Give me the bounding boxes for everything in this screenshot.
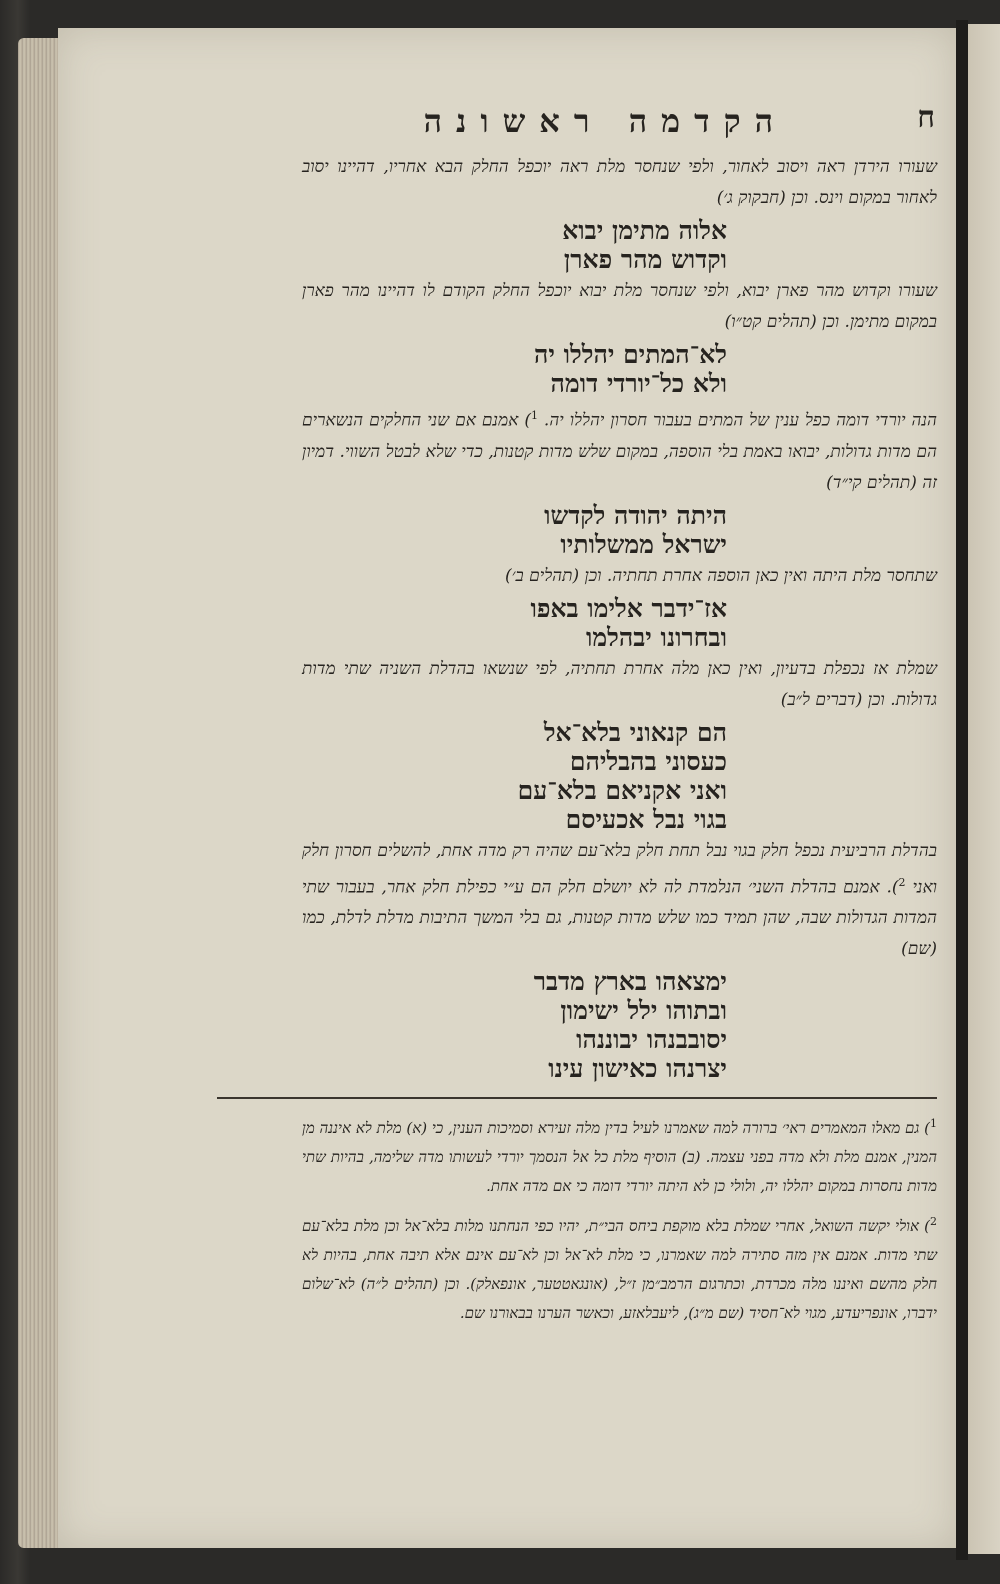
verse-line: יסובבנהו יבוננהו — [576, 1025, 727, 1055]
footnote: $^1$) גם מאלו המאמרים ראי׳ ברורה למה שאמרנו לעיל בדין מלה זעירא וסמיכות הענין, כי (א) מלת לא איננה מן המנין, אמנם מלת ולא מדה בפני עצמה. (ב) הוסיף מלת כל אל הנסמך יורדי לעשותו מדה שלימה, בהיות שתי מדות נחסרות במקום יהללו יה, ולולי כן לא היתה יורדי דומה כי אם מדה אחת. — [302, 1117, 937, 1196]
verse-block — [302, 718, 937, 834]
footnote: $^2$) אולי יקשה השואל, אחרי שמלת בלא מוקפת ביחס הבי״ת, יהיו כפי הנחתנו מלות בלא־אל וכן מלת בלא־עם שתי מדות. אמנם אין מזה סתירה למה שאמרנו, כי מלת לא־אל וכן לא־עם אינם אלא תיבה אחת, בהיות לא חלק מהשם ואיננו מלה מכרדת, וכתרגום הרמב״מן ז״ל, (אונגאטטער, אונפאלק). וכן (תהלים ל״ה) לא־שלום ידברו, אונפריעדע, מגוי לא־חסיד (שם מ״ג), ליעבלאזע, וכאשר הערנו בבאורנו שם. — [302, 1215, 937, 1323]
verse-line: ואני אקניאם בלא־עם — [517, 775, 727, 805]
verse-line: וקדוש מהר פארן — [563, 245, 727, 274]
verse-line: הם קנאוני בלא־אל — [543, 717, 727, 747]
footnote-marker: 1 — [930, 1117, 937, 1131]
verse-line: כעסוני בהבליהם — [569, 746, 727, 776]
prose-text: בהדלת הרביעית נכפל חלק בגוי נבל תחת חלק בלא־עם שהיה רק מדה אחת, להשלים חסרון חלק ואני — [302, 840, 938, 898]
footnote-marker: 2 — [930, 1215, 937, 1229]
verse-block — [302, 216, 937, 274]
footnote-marker: 1 — [530, 409, 538, 422]
prose-paragraph: שעורו וקדוש מהר פארן יבוא, ולפי שנחסר מלת יבוא יוכפל החלק הקודם לו דהיינו מהר פארן במקום מתימן. וכן (תהלים קט״ו) — [302, 281, 937, 332]
prose-paragraph: בהדלת הרביעית נכפל חלק בגוי נבל תחת חלק בלא־עם שהיה רק מדה אחת, להשלים חסרון חלק ואני $^2$). אמנם בהדלת השני׳ הנלמדת לה לא יושלם חלק הם ע״י כפילת חלק אחר, בעבור שתי המדות הגדולות שבה, שהן תמיד כמו שלש מדות קטנות, גם בלי המשך התיבות מדלת לדלת, כמו (שם) — [302, 840, 938, 960]
verse-line: אלוה מתימן יבוא — [562, 216, 727, 245]
prose-paragraph: הנה יורדי דומה כפל ענין של המתים בעבור חסרון יהללו יה. $^1$) אמנם אם שני החלקים הנשארים הם מדות גדולות, יבואו באמת בלי הוספה, במקום שלש מדות קטנות, כדי שלא לבטל השווי. דמיון זה (תהלים קי״ד) — [302, 409, 938, 493]
running-title: הקדמה ראשונה — [423, 102, 787, 140]
footnote-text: אולי יקשה השואל, אחרי שמלת בלא מוקפת ביחס הבי״ת, יהיו כפי הנחתנו מלות בלא־אל וכן מלת בלא־עם שתי מדות. אמנם אין מזה סתירה למה שאמרנו, כי מלת לא־אל וכן לא־עם אינם אלא תיבה אחת, בהיות לא חלק מהשם ואיננו מלה מכרדת, וכתרגום הרמב״מן ז״ל, (אונגאטטער, אונפאלק). וכן (תהלים ל״ה) לא־שלום ידברו, אונפריעדע, מגוי לא־חסיד (שם מ״ג), ליעבלאזע, וכאשר הערנו בבאורנו שם. — [302, 1217, 937, 1323]
verse-line: בגוי נבל אכעיסם — [565, 804, 727, 834]
verse-line: היתה יהודה לקדשו — [544, 500, 727, 530]
verse-line: לא־המתים יהללו יה — [534, 340, 727, 369]
prose-paragraph: שמלת אז נכפלת בדעיון, ואין כאן מלה אחרת תחתיה, לפי שנשאו בהדלת השניה שתי מדות גדולות. וכן (דברים ל״ב) — [302, 658, 937, 710]
footnote-text: גם מאלו המאמרים ראי׳ ברורה למה שאמרנו לעיל בדין מלה זעירא וסמיכות הענין, כי (א) מלת לא איננה מן המנין, אמנם מלת ולא מדה בפני עצמה. (ב) הוסיף מלת כל אל הנסמך יורדי לעשותו מדה שלימה, בהיות שתי מדות נחסרות במקום יהללו יה, ולולי כן לא היתה יורדי דומה כי אם מדה אחת. — [302, 1119, 937, 1196]
footnote-marker: 2 — [898, 875, 906, 889]
verse-line: ובתוהו ילל ישימון — [560, 996, 727, 1026]
verse-block — [302, 340, 937, 398]
verse-line: ימצאהו בארץ מדבר — [533, 967, 727, 997]
book-gutter — [956, 20, 968, 1560]
book-page-edges — [18, 38, 62, 1548]
page-content — [302, 100, 937, 1334]
prose-paragraph: שעורו הירדן ראה ויסוב לאחור, ולפי שנחסר מלת ראה יוכפל החלק הבא אחריו, דהיינו יסוב לאחור במקום וינס. וכן (חבקוק ג׳) — [302, 157, 937, 208]
verse-line: ישראל ממשלותיו — [560, 529, 727, 559]
verse-line: ולא כל־יורדי דומה — [550, 369, 727, 398]
verse-line: ובחרונו יבהלמו — [585, 622, 727, 652]
verse-block — [302, 501, 937, 559]
prose-text: הנה יורדי דומה כפל ענין של המתים בעבור חסרון יהללו יה. — [543, 410, 938, 431]
verse-block — [302, 594, 937, 652]
verse-line: יצרנהו כאישון עינו — [548, 1054, 727, 1084]
verse-line: אז־ידבר אלימו באפו — [530, 593, 727, 623]
prose-text: . אמנם בהדלת השני׳ הנלמדת לה לא יושלם חלק הם ע״י כפילת חלק אחר, בעבור שתי המדות הגדולות שבה, שהן תמיד כמו שלש מדות קטנות, גם בלי המשך התיבות מדלת לדלת, כמו (שם) — [302, 877, 937, 960]
verse-block — [302, 967, 937, 1083]
facing-page-edge — [968, 24, 1000, 1554]
page-number: ח — [917, 100, 937, 135]
page-header — [302, 100, 937, 152]
prose-paragraph: שתחסר מלת היתה ואין כאן הוספה אחרת תחתיה. וכן (תהלים ב׳) — [504, 565, 937, 586]
prose-text: אמנם אם שני החלקים הנשארים הם מדות גדולות, יבואו באמת בלי הוספה, במקום שלש מדות קטנות, כדי שלא לבטל השווי. דמיון זה (תהלים קי״ד) — [302, 410, 937, 493]
footnote-divider — [217, 1097, 937, 1099]
